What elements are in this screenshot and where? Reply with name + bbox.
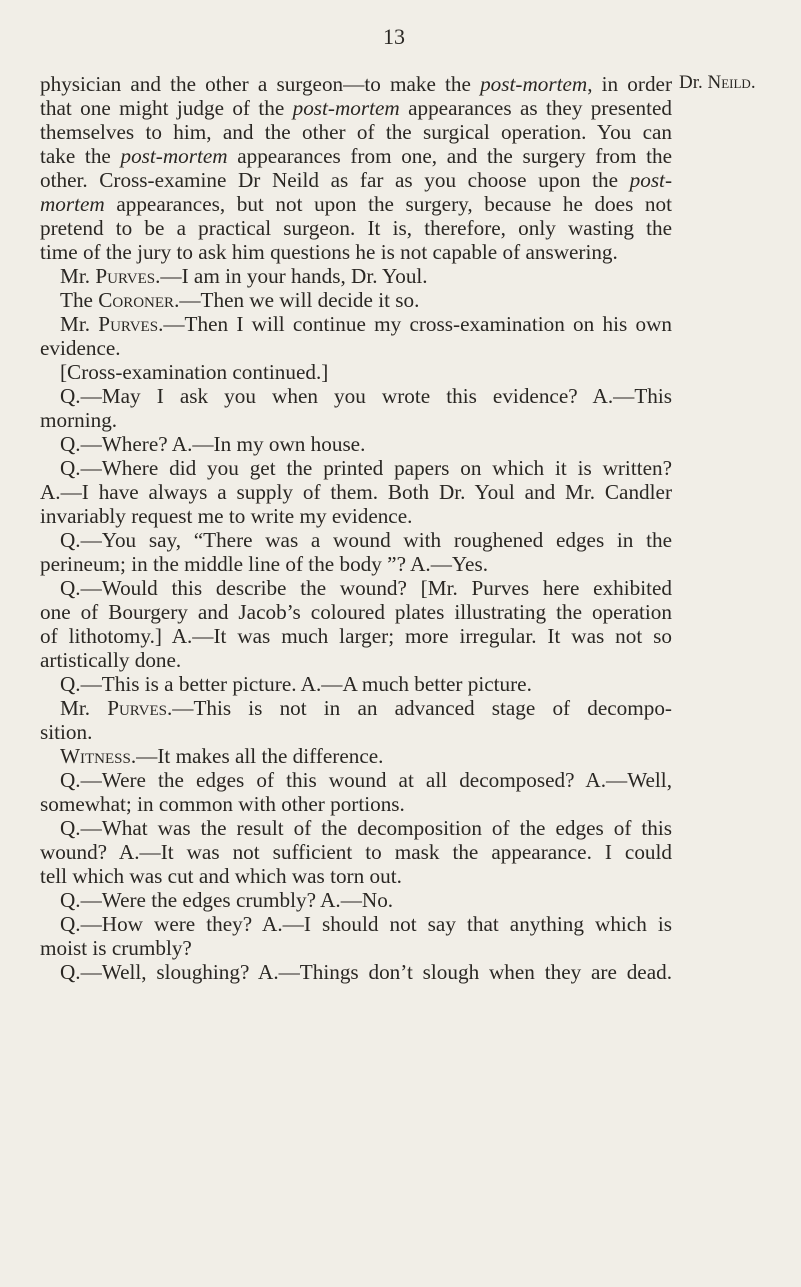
text-line xyxy=(40,336,672,360)
text-run: somewhat; in common with other portions. xyxy=(40,792,405,816)
text-run: wound? A.—It was not sufficient to mask the appearance. I could xyxy=(40,840,672,864)
text-line xyxy=(40,792,672,816)
text-run: appearances, but not upon the surgery, because he does not xyxy=(104,192,672,216)
text-line xyxy=(40,576,672,600)
text-line xyxy=(40,912,672,936)
text-line xyxy=(40,144,672,168)
text-run: Mr. xyxy=(60,696,108,720)
text-line xyxy=(40,816,672,840)
speaker-name: Witness xyxy=(60,744,131,768)
text-run: pretend to be a practical surgeon. It is, therefore, only wasting the xyxy=(40,216,672,240)
text-line xyxy=(40,720,672,744)
text-line xyxy=(40,216,672,240)
text-run: themselves to him, and the other of the surgical operation. You can xyxy=(40,120,672,144)
text-run: .—Then I will continue my cross-examination on his own xyxy=(158,312,672,336)
text-run: appearances as they presented xyxy=(399,96,672,120)
text-run: appearances from one, and the surgery from the xyxy=(227,144,672,168)
text-line xyxy=(40,888,672,912)
text-run: evidence. xyxy=(40,336,121,360)
text-run: Q.—Were the edges crumbly? A.—No. xyxy=(60,888,394,912)
text-run: Q.—Where did you get the printed papers on which it is written? xyxy=(60,456,672,480)
text-line xyxy=(40,504,672,528)
text-run: tell which was cut and which was torn out. xyxy=(40,864,402,888)
text-run: Q.—Were the edges of this wound at all decomposed? A.—Well, xyxy=(60,768,672,792)
text-line xyxy=(40,432,672,456)
speaker-name: Coroner xyxy=(98,288,175,312)
text-line xyxy=(40,360,672,384)
text-run: time of the jury to ask him questions he is not capable of answering. xyxy=(40,240,618,264)
text-run: Q.—How were they? A.—I should not say that anything which is xyxy=(60,912,672,936)
text-line xyxy=(40,672,672,696)
text-run: perineum; in the middle line of the body ”? A.—Yes. xyxy=(40,552,489,576)
text-line xyxy=(40,264,672,288)
text-line xyxy=(40,480,672,504)
text-line xyxy=(40,528,672,552)
text-run: Q.—You say, “There was a wound with roughened edges in the xyxy=(60,528,672,552)
text-line xyxy=(40,168,672,192)
text-line xyxy=(40,192,672,216)
text-run: , in order xyxy=(587,72,672,96)
text-run: one of Bourgery and Jacob’s coloured plates illustrating the operation xyxy=(40,600,672,624)
italic-term: post-mortem xyxy=(480,72,588,96)
text-run: Q.—Well, sloughing? A.—Things don’t slough when they are dead. xyxy=(60,960,672,984)
speaker-name: Purves xyxy=(95,264,156,288)
italic-term: post- xyxy=(629,168,672,192)
margin-note-name: Neild. xyxy=(707,72,756,93)
text-run: Mr. xyxy=(60,264,96,288)
text-line xyxy=(40,864,672,888)
text-run: [Cross-examination continued.] xyxy=(60,360,329,384)
text-run: Q.—What was the result of the decomposition of the edges of this xyxy=(60,816,672,840)
text-line xyxy=(40,96,672,120)
text-run: Q.—Would this describe the wound? [Mr. Purves here exhibited xyxy=(60,576,672,600)
text-line xyxy=(40,696,672,720)
margin-note-speaker xyxy=(679,72,756,94)
body-text xyxy=(40,72,672,984)
speaker-name: Purves xyxy=(107,696,167,720)
text-run: Mr. xyxy=(60,312,99,336)
margin-note-prefix: Dr. xyxy=(679,72,703,93)
page-number: 13 xyxy=(383,24,405,49)
text-line xyxy=(40,600,672,624)
text-run: .—This is not in an advanced stage of decompo- xyxy=(166,696,672,720)
text-line xyxy=(40,408,672,432)
text-line xyxy=(40,744,672,768)
text-line xyxy=(40,648,672,672)
text-run: .—Then we will decide it so. xyxy=(174,288,420,312)
text-line xyxy=(40,288,672,312)
text-line xyxy=(40,552,672,576)
text-run: artistically done. xyxy=(40,648,182,672)
text-run: Q.—May I ask you when you wrote this evidence? A.—This xyxy=(60,384,672,408)
text-run: invariably request me to write my evidence. xyxy=(40,504,413,528)
text-line xyxy=(40,312,672,336)
text-line xyxy=(40,936,672,960)
text-run: Q.—Where? A.—In my own house. xyxy=(60,432,366,456)
text-run: A.—I have always a supply of them. Both Dr. Youl and Mr. Candler xyxy=(40,480,672,504)
text-line xyxy=(40,768,672,792)
text-line xyxy=(40,240,672,264)
text-line xyxy=(40,840,672,864)
text-run: sition. xyxy=(40,720,93,744)
text-run: morning. xyxy=(40,408,118,432)
text-line xyxy=(40,384,672,408)
italic-term: mortem xyxy=(40,192,105,216)
text-run: of lithotomy.] A.—It was much larger; more irregular. It was not so xyxy=(40,624,672,648)
text-run: moist is crumbly? xyxy=(40,936,192,960)
text-line xyxy=(40,120,672,144)
text-line xyxy=(40,960,672,984)
text-run: take the xyxy=(40,144,121,168)
text-line xyxy=(40,456,672,480)
speaker-name: Purves xyxy=(98,312,159,336)
text-line xyxy=(40,72,672,96)
text-run: Q.—This is a better picture. A.—A much better picture. xyxy=(60,672,532,696)
text-run: other. Cross-examine Dr Neild as far as you choose upon the xyxy=(40,168,630,192)
text-run: .—I am in your hands, Dr. Youl. xyxy=(155,264,428,288)
text-run: The xyxy=(60,288,99,312)
text-run: that one might judge of the xyxy=(40,96,293,120)
text-run: physician and the other a surgeon—to make the xyxy=(40,72,481,96)
text-line xyxy=(40,624,672,648)
italic-term: post-mortem xyxy=(292,96,400,120)
text-run: .—It makes all the difference. xyxy=(130,744,384,768)
italic-term: post-mortem xyxy=(120,144,228,168)
